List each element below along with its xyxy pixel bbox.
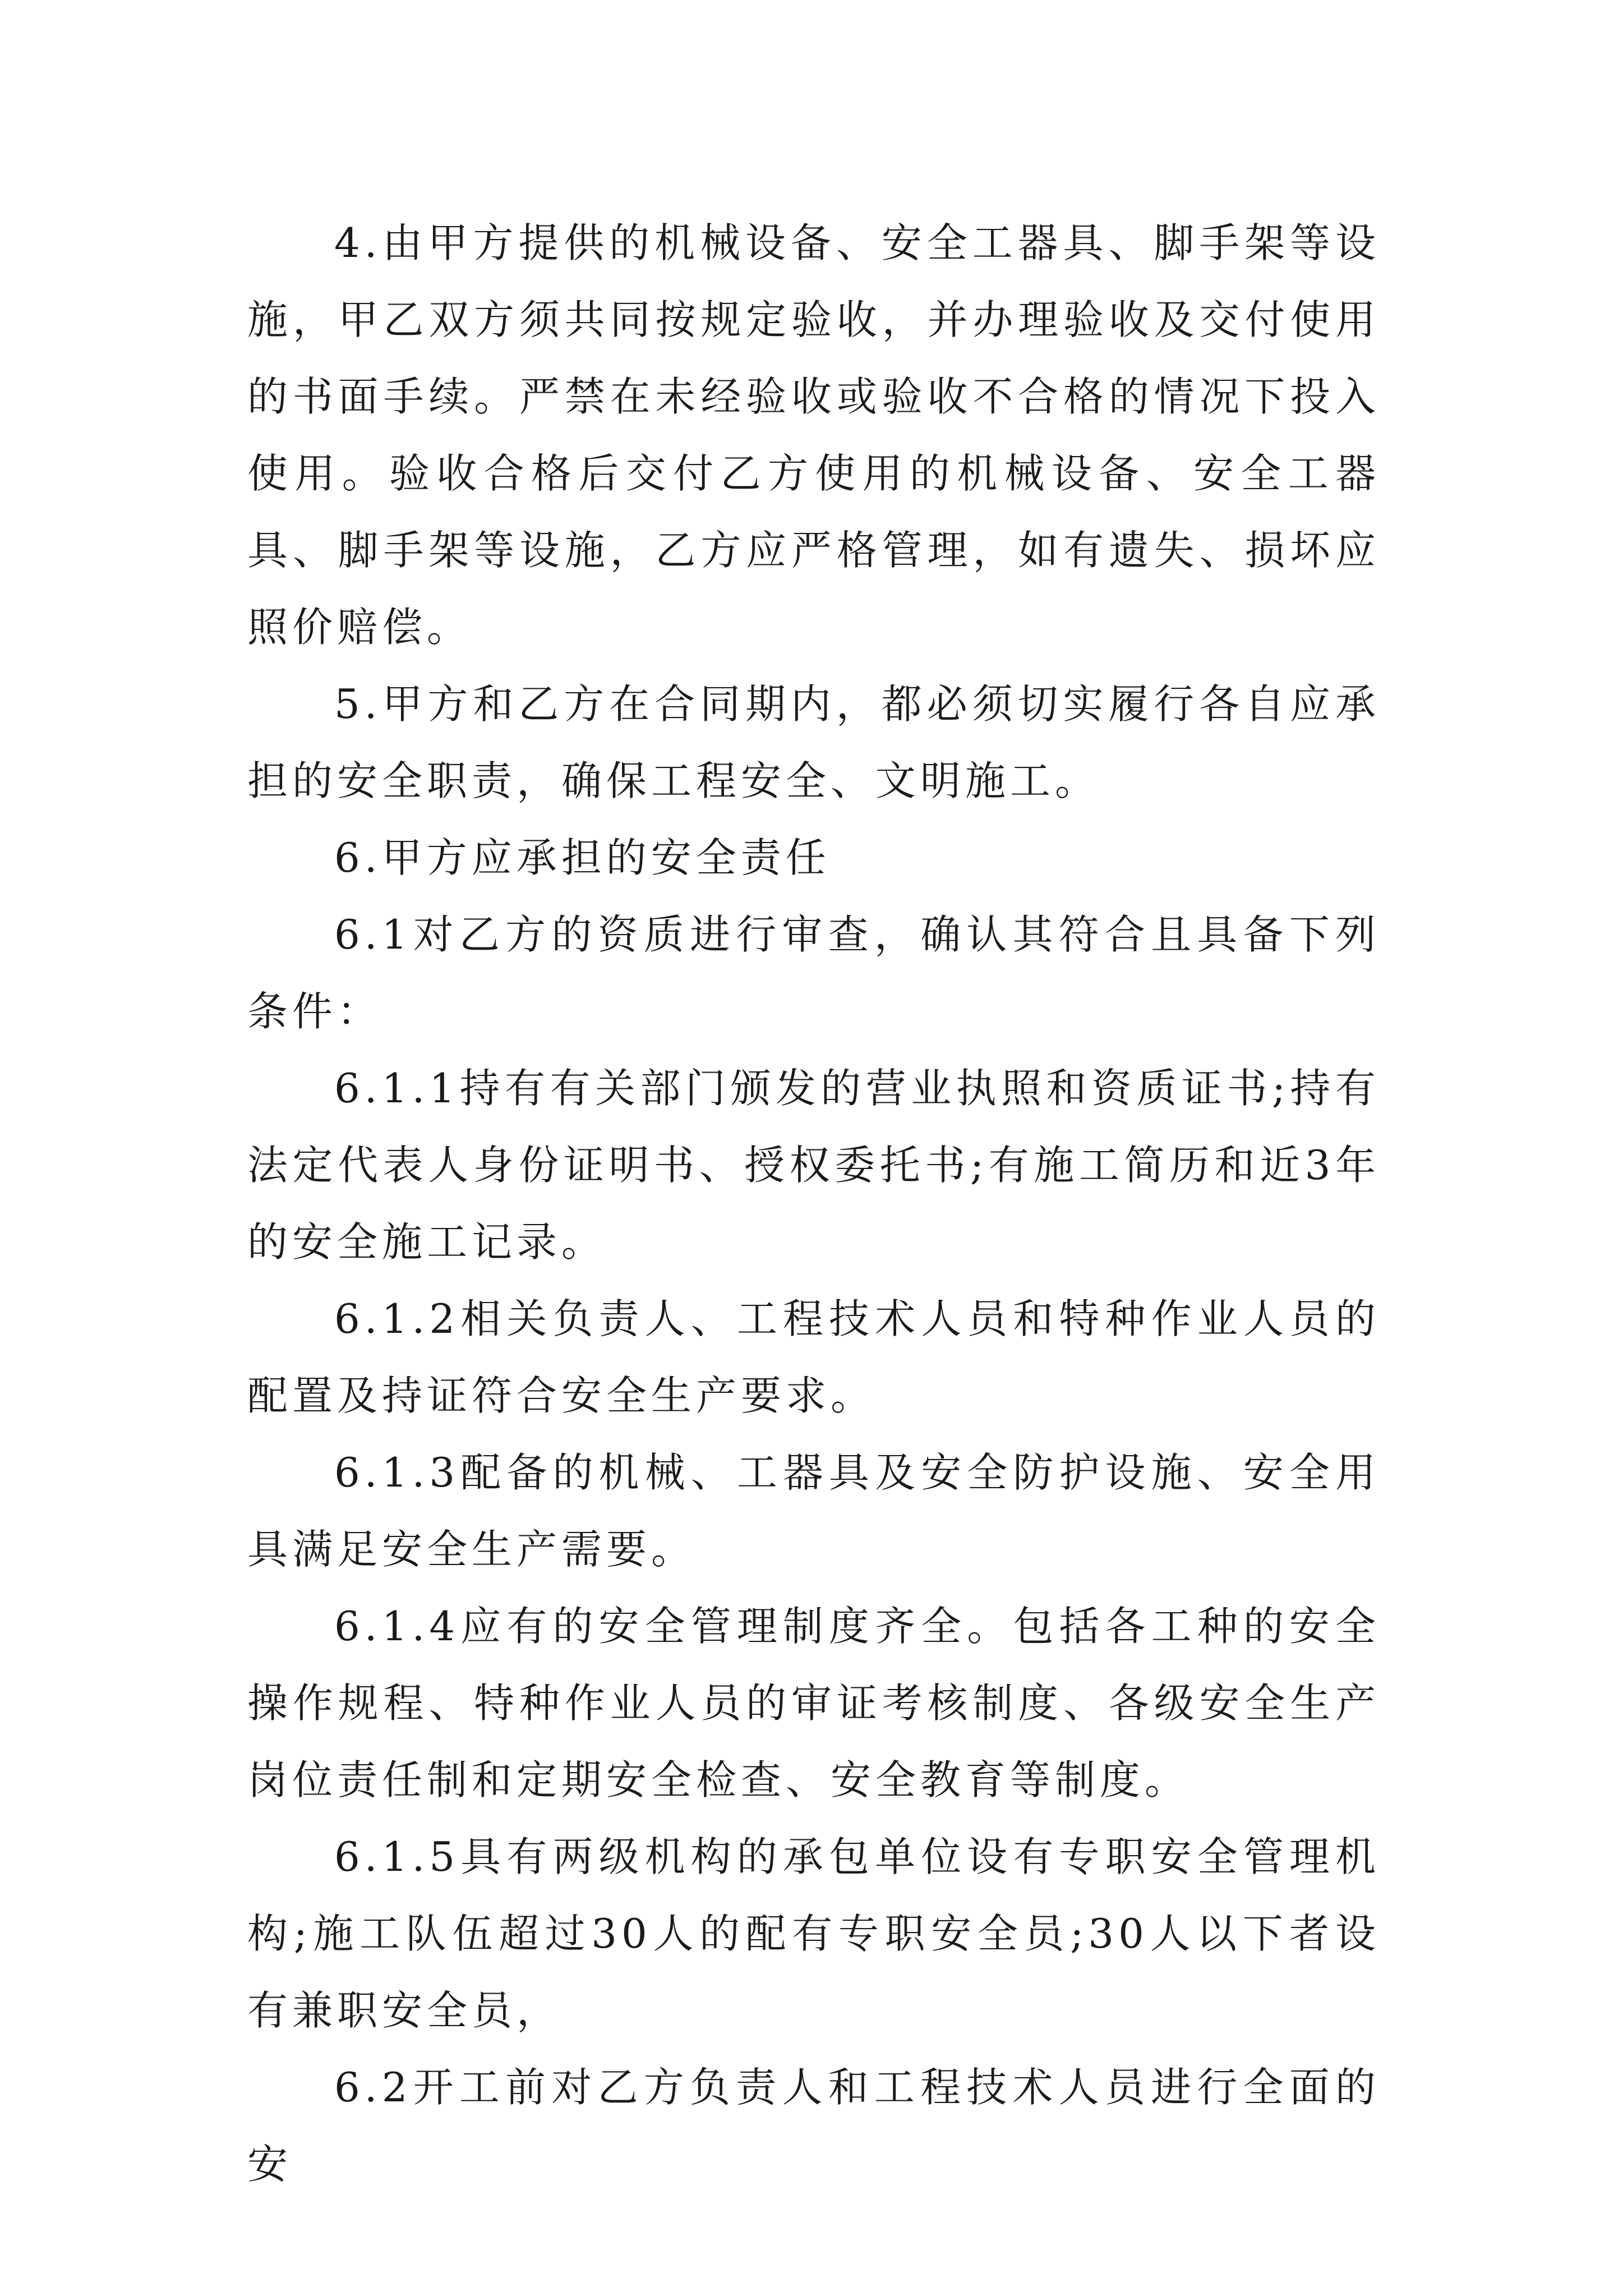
paragraph-clause-6-2: 6.2开工前对乙方负责人和工程技术人员进行全面的安 [247, 2064, 1380, 2188]
paragraph-clause-6-1-4: 6.1.4应有的安全管理制度齐全。包括各工种的安全操作规程、特种作业人员的审证考核制度、各级安全生产岗位责任制和定期安全检查、安全教育等制度。 [247, 1603, 1380, 1803]
paragraph-clause-6-1-5: 6.1.5具有两级机构的承包单位设有专职安全管理机构;施工队伍超过30人的配有专职安全员;30人以下者设有兼职安全员， [247, 1833, 1380, 2034]
paragraph-clause-4: 4.由甲方提供的机械设备、安全工器具、脚手架等设施，甲乙双方须共同按规定验收，并办理验收及交付使用的书面手续。严禁在未经验收或验收不合格的情况下投入使用。验收合格后交付乙方使用的机械设备、安全工器具、脚手架等设施，乙方应严格管理，如有遗失、损坏应照价赔偿。 [247, 219, 1380, 651]
paragraph-clause-6-1: 6.1对乙方的资质进行审查，确认其符合且具备下列条件： [247, 911, 1380, 1035]
paragraph-clause-6-1-1: 6.1.1持有有关部门颁发的营业执照和资质证书;持有法定代表人身份证明书、授权委托书;有施工简历和近3年的安全施工记录。 [247, 1065, 1380, 1266]
paragraph-clause-5: 5.甲方和乙方在合同期内，都必须切实履行各自应承担的安全职责，确保工程安全、文明施工。 [247, 680, 1380, 804]
paragraph-clause-6-heading: 6.甲方应承担的安全责任 [334, 834, 831, 881]
document-body [247, 205, 1380, 2203]
paragraph-clause-6-1-3: 6.1.3配备的机械、工器具及安全防护设施、安全用具满足安全生产需要。 [247, 1449, 1380, 1573]
paragraph-clause-6-1-2: 6.1.2相关负责人、工程技术人员和特种作业人员的配置及持证符合安全生产要求。 [247, 1295, 1380, 1419]
